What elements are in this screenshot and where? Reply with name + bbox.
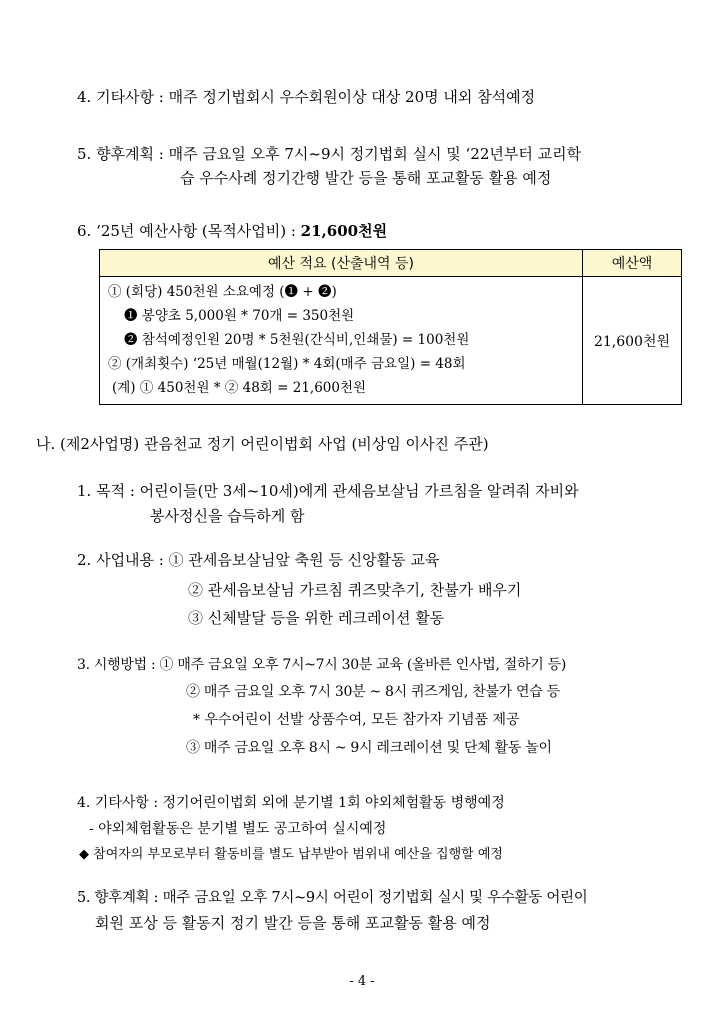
content-line1: 2. 사업내용 : ① 관세음보살님앞 축원 등 신앙활동 교육	[77, 551, 440, 569]
method-line1: 3. 시행방법 : ① 매주 금요일 오후 7시~7시 30분 교육 (올바른 인사법, 절하기 등)	[77, 657, 566, 673]
page-number: - 4 -	[349, 974, 375, 989]
budget-desc-header: 예산 적요 (산출내역 등)	[100, 250, 583, 277]
budget-line: ① (회당) 450천원 소요예정 (❶ + ❷)	[108, 284, 337, 300]
item-6-amount: 21,600천원	[300, 222, 388, 240]
budget-amount-header: 예산액	[583, 250, 682, 277]
content-line2: ② 관세음보살님 가르침 퀴즈맞추기, 찬불가 배우기	[188, 581, 522, 599]
item-6-budget-heading	[77, 221, 387, 241]
budget-table-header-row	[100, 250, 682, 277]
budget-line: ② (개최횟수) ‘25년 매월(12월) * 4회(매주 금요일) = 48회	[108, 356, 466, 372]
section-2-heading: 나. (제2사업명) 관음천교 정기 어린이법회 사업 (비상임 이사진 주관)	[36, 435, 489, 453]
plan-line1: 5. 향후계획 : 매주 금요일 오후 7시~9시 어린이 정기법회 실시 및 우수활동 어린이	[77, 890, 588, 906]
budget-amount-cell: 21,600천원	[583, 277, 682, 405]
budget-table-body-row	[100, 277, 682, 405]
purpose-line1: 1. 목적 : 어린이들(만 3세~10세)에게 관세음보살님 가르침을 알려줘 자비와	[77, 482, 579, 500]
budget-line: ❷ 참석예정인원 20명 * 5천원(간식비,인쇄물) = 100천원	[124, 332, 470, 348]
method-note: * 우수어린이 선발 상품수여, 모든 참가자 기념품 제공	[193, 712, 520, 728]
budget-table	[99, 249, 682, 405]
method-line2: ② 매주 금요일 오후 7시 30분 ~ 8시 퀴즈게임, 찬불가 연습 등	[186, 684, 560, 700]
plan-line2: 회원 포상 등 활동지 정기 발간 등을 통해 포교활동 활용 예정	[95, 914, 491, 932]
other-line3: ◆ 참여자의 부모로부터 활동비를 별도 납부받아 범위내 예산을 집행할 예정	[79, 847, 503, 862]
other-line1: 4. 기타사항 : 정기어린이법회 외에 분기별 1회 야외체험활동 병행예정	[77, 795, 505, 811]
budget-desc-cell	[100, 277, 583, 405]
budget-line: ❶ 봉양초 5,000원 * 70개 = 350천원	[124, 308, 355, 324]
purpose-line2: 봉사정신을 습득하게 함	[150, 507, 305, 525]
item-5-plan-line2: 습 우수사례 정기간행 발간 등을 통해 포교활동 활용 예정	[180, 169, 552, 187]
item-5-plan-line1: 5. 향후계획 : 매주 금요일 오후 7시~9시 정기법회 실시 및 ‘22년부터 교리학	[77, 145, 582, 163]
item-4-other: 4. 기타사항 : 매주 정기법회시 우수회원이상 대상 20명 내외 참석예정	[77, 88, 536, 106]
budget-line: (계) ① 450천원 * ② 48회 = 21,600천원	[112, 380, 367, 396]
method-line4: ③ 매주 금요일 오후 8시 ~ 9시 레크레이션 및 단체 활동 놀이	[186, 740, 552, 756]
other-line2: - 야외체험활동은 분기별 별도 공고하여 실시예정	[89, 821, 387, 837]
content-line3: ③ 신체발달 등을 위한 레크레이션 활동	[188, 609, 445, 627]
item-6-label: 6. ‘25년 예산사항 (목적사업비) :	[77, 222, 301, 240]
